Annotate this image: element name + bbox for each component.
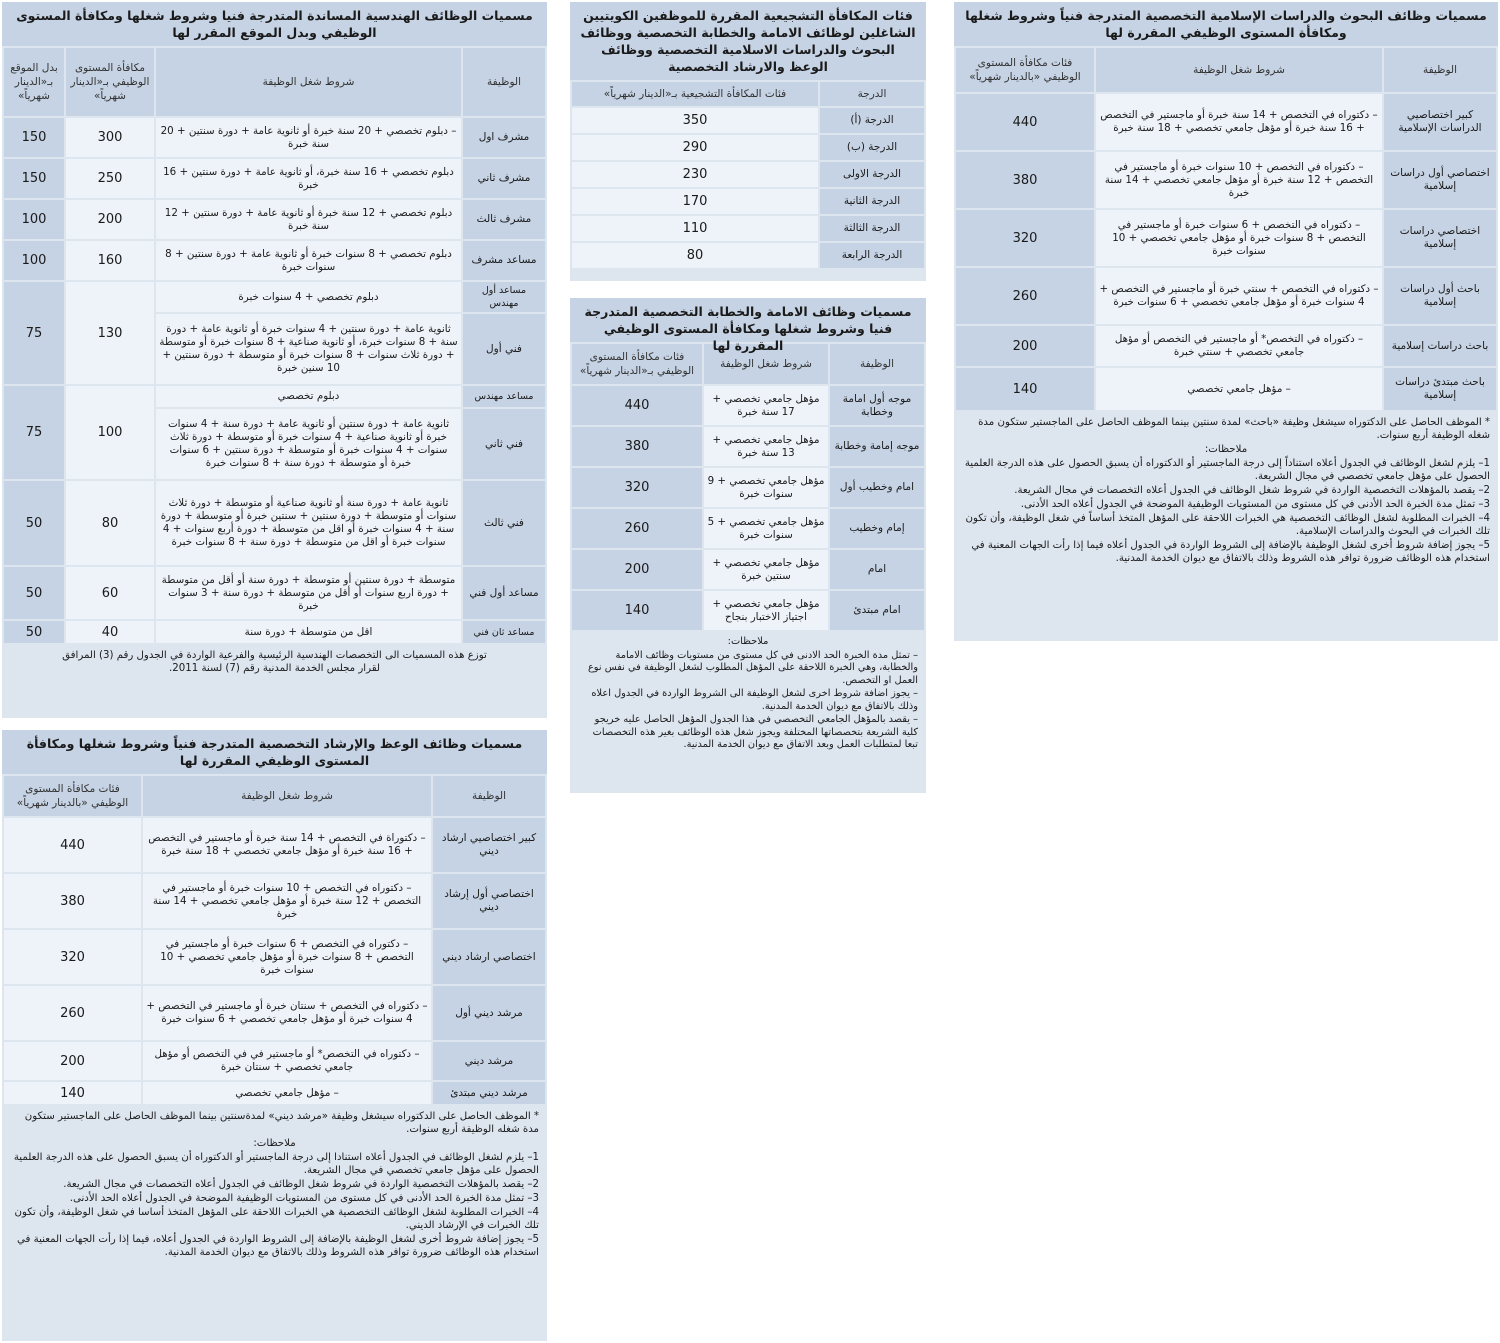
note-item: 1– يلزم لشغل الوظائف في الجدول أعلاه استنادا إلى درجة الماجستير أو الدكتوراه أن يسبق الحصول على هذه الدرجة العلمية الحصول على مؤهل جامعي تخصصي في مجال الشريعة. xyxy=(13,1152,539,1176)
conditions-cell: – دكتوراه في التخصص + سنتان خبرة أو ماجستير في التخصص + 4 سنوات خبرة أو مؤهل جامعي تخصصي + 6 سنوات خبرة xyxy=(143,986,431,1040)
header-level-amount: مكافأة المستوى الوظيفي بـ«الدينار شهرياً» xyxy=(66,48,154,116)
grade-cell: الدرجة الثانية xyxy=(820,189,924,214)
header-amount: فئات مكافأة المستوى الوظيفي بـ«الدينار شهرياً» xyxy=(572,344,702,384)
job-cell: مشرف ثالث xyxy=(463,200,545,239)
job-cell: مرشد ديني xyxy=(433,1042,545,1080)
table-row xyxy=(572,427,924,466)
table-row xyxy=(572,509,924,548)
conditions-cell: – دكتوراه في التخصص + 6 سنوات خبرة أو ماجستير في التخصص + 8 سنوات خبرة أو مؤهل جامعي تخصصي + 10 سنوات خبرة xyxy=(1096,210,1382,266)
grade-cell: الدرجة الثالثة xyxy=(820,216,924,241)
job-cell: موجه أول امامة وخطابة xyxy=(830,386,924,425)
incentive-title: فئات المكافأة التشجيعية المقررة للموظفين الكويتيين الشاغلين لوظائف الامامة والخطابة التخصصية ووظائف البحوث والدراسات الاسلامية التخصصية ووظائف الوعظ والارشاد التخصصية xyxy=(570,2,926,80)
conditions-cell: اقل من متوسطة + دورة سنة xyxy=(156,621,461,643)
level-amount-cell: 300 xyxy=(66,118,154,157)
table-row xyxy=(956,326,1496,366)
job-cell: باحث مبتدئ دراسات إسلامية xyxy=(1384,368,1496,410)
table-row xyxy=(4,621,545,643)
conditions-cell: – دكتوراه في التخصص + 6 سنوات خبرة أو ماجستير في التخصص + 8 سنوات خبرة أو مؤهل جامعي تخصصي + 10 سنوات خبرة xyxy=(143,930,431,984)
table-row xyxy=(572,550,924,589)
imamate-title: مسميات وظائف الامامة والخطابة التخصصية المتدرجة فنيا وشروط شغلها ومكافأة المستوى الوظيفي المقررة لها xyxy=(570,298,926,342)
notes-heading: ملاحظات: xyxy=(1204,444,1248,455)
level-amount-cell: 80 xyxy=(66,481,154,565)
table-row xyxy=(572,468,924,507)
level-amount-cell: 160 xyxy=(66,241,154,280)
conditions-cell: مؤهل جامعي تخصصي + 13 سنة خبرة xyxy=(704,427,828,466)
header-job: الوظيفة xyxy=(463,48,545,116)
header-site-allowance: بدل الموقع بـ«الدينار شهرياً» xyxy=(4,48,64,116)
job-cell: اختصاصي أول إرشاد ديني xyxy=(433,874,545,928)
conditions-cell: – دكتوراه في التخصص* أو ماجستير في في التخصص أو مؤهل جامعي تخصصي + سنتان خبرة xyxy=(143,1042,431,1080)
table-row xyxy=(956,94,1496,150)
job-cell: كبير اختصاصيي الدراسات الإسلامية xyxy=(1384,94,1496,150)
research-panel xyxy=(954,2,1498,641)
note-item: 4– الخبرات المطلوبة لشغل الوظائف التخصصية هي الخبرات اللاحقة على المؤهل المتخذ أساسا في شغل الوظيفة، وأن تكون تلك الخبرات في الإرشاد الديني. xyxy=(14,1207,539,1231)
conditions-cell: دبلوم تخصصي + 4 سنوات خبرة xyxy=(156,282,461,312)
conditions-cell: – مؤهل جامعي تخصصي xyxy=(1096,368,1382,410)
job-cell: مساعد مهندس xyxy=(463,386,545,407)
conditions-cell: – دكتوراه في التخصص + سنتي خبرة أو ماجستير في التخصص + 4 سنوات خبرة أو مؤهل جامعي تخصصي + 6 سنوات خبرة xyxy=(1096,268,1382,324)
preaching-title: مسميات وظائف الوعظ والإرشاد التخصصية المتدرجة فنياً وشروط شغلها ومكافأة المستوى الوظيفي المقررة لها xyxy=(2,730,547,774)
table-row xyxy=(572,216,924,241)
header-amount: فئات مكافأة المستوى الوظيفي «بالدينار شهرياً» xyxy=(4,776,141,816)
notes-heading: ملاحظات: xyxy=(727,636,769,647)
job-cell: موجه إمامة وخطابة xyxy=(830,427,924,466)
header-conditions: شروط شغل الوظيفة xyxy=(704,344,828,384)
note-item: 5– يجوز إضافة شروط أخرى لشغل الوظيفة بالإضافة إلى الشروط الواردة في الجدول أعلاه، فيما إذا رأت الجهات المعنية في استخدام هذه الوظائف ضرورة توافر هذه الشروط وذلك بالاتفاق مع ديوان الخدمة المدنية. xyxy=(17,1234,539,1258)
table-row xyxy=(956,152,1496,208)
amount-cell: 110 xyxy=(572,216,818,241)
note-item: 3– تمثل مدة الخبرة الحد الأدنى في كل مستوى من المستويات الوظيفية الموضحة في الجدول أعلاه الحد الأدنى. xyxy=(1020,499,1490,510)
note-item: – تمثل مدة الخبرة الحد الادنى في كل مستوى من مستويات وظائف الامامة والخطابة، وهي الخبرة اللاحقة على المؤهل المطلوب لشغل الوظيفة في نفس نوع العمل او التخصص. xyxy=(587,649,918,686)
amount-cell: 200 xyxy=(572,550,702,589)
conditions-cell: متوسطة + دورة سنتين أو متوسطة + دورة سنة أو أقل من متوسطة + دورة اربع سنوات أو أقل من متوسطة + دورة سنة + 3 سنوات خبرة xyxy=(156,567,461,619)
site-allowance-cell: 150 xyxy=(4,159,64,198)
amount-cell: 440 xyxy=(572,386,702,425)
note-item: 3– تمثل مدة الخبرة الحد الأدنى في كل مستوى من المستويات الوظيفية الموضحة في الجدول أعلاه الحد الأدنى. xyxy=(69,1193,539,1204)
amount-cell: 140 xyxy=(4,1082,141,1104)
amount-cell: 260 xyxy=(4,986,141,1040)
research-title: مسميات وظائف البحوث والدراسات الإسلامية التخصصية المتدرجة فنياً وشروط شغلها ومكافأة المستوى الوظيفي المقررة لها xyxy=(954,2,1498,46)
job-cell: امام مبتدئ xyxy=(830,591,924,630)
job-cell: مرشد ديني مبتدئ xyxy=(433,1082,545,1104)
note-footnote: * الموظف الحاصل على الدكتوراه سيشغل وظيفة «باحث» لمدة سنتين بينما الموظف الحاصل على الماجستير ستكون مدة شغله الوظيفة أربع سنوات. xyxy=(978,417,1490,441)
engineering-table xyxy=(2,46,547,645)
amount-cell: 140 xyxy=(572,591,702,630)
conditions-cell: مؤهل جامعي تخصصي + سنتين خبرة xyxy=(704,550,828,589)
amount-cell: 140 xyxy=(956,368,1094,410)
conditions-cell: – مؤهل جامعي تخصصي xyxy=(143,1082,431,1104)
amount-cell: 380 xyxy=(572,427,702,466)
table-row xyxy=(572,243,924,268)
site-allowance-cell: 75 xyxy=(4,386,64,479)
conditions-cell: – دكتوراه في التخصص + 14 سنة خبرة أو ماجستير في التخصص + 16 سنة خبرة أو مؤهل جامعي تخصصي + 18 سنة خبرة xyxy=(1096,94,1382,150)
header-amount: فئات مكافأة المستوى الوظيفي «بالدينار شهرياً» xyxy=(956,48,1094,92)
preaching-panel xyxy=(2,730,547,1341)
header-job: الوظيفة xyxy=(1384,48,1496,92)
amount-cell: 350 xyxy=(572,108,818,133)
amount-cell: 380 xyxy=(956,152,1094,208)
amount-cell: 380 xyxy=(4,874,141,928)
amount-cell: 230 xyxy=(572,162,818,187)
header-grade: الدرجة xyxy=(820,82,924,106)
job-cell: اختصاصي أول دراسات إسلامية xyxy=(1384,152,1496,208)
table-row xyxy=(4,118,545,157)
job-cell: امام xyxy=(830,550,924,589)
job-cell: كبير اختصاصيي ارشاد ديني xyxy=(433,818,545,872)
conditions-cell: دبلوم تخصصي xyxy=(156,386,461,407)
incentive-panel xyxy=(570,2,926,281)
grade-cell: الدرجة (أ) xyxy=(820,108,924,133)
conditions-cell: دبلوم تخصصي + 8 سنوات خبرة أو ثانوية عامة + دورة سنتين + 8 سنوات خبرة xyxy=(156,241,461,280)
job-cell: فني أول xyxy=(463,314,545,384)
job-cell: مساعد مشرف xyxy=(463,241,545,280)
table-row xyxy=(4,481,545,565)
amount-cell: 440 xyxy=(956,94,1094,150)
conditions-cell: مؤهل جامعي تخصصي + 9 سنوات خبرة xyxy=(704,468,828,507)
amount-cell: 320 xyxy=(4,930,141,984)
grade-cell: الدرجة (ب) xyxy=(820,135,924,160)
job-cell: مشرف ثاني xyxy=(463,159,545,198)
note-item: 4– الخبرات المطلوبة لشغل الوظائف التخصصية هي الخبرات اللاحقة على المؤهل المتخذ أساساً في شغل الوظيفة، وأن تكون تلك الخبرات في البحوث والدراسات الإسلامية. xyxy=(965,513,1490,537)
table-row xyxy=(572,386,924,425)
conditions-cell: – دبلوم تخصصي + 20 سنة خبرة أو ثانوية عامة + دورة سنتين + 20 سنة خبرة xyxy=(156,118,461,157)
table-row xyxy=(956,368,1496,410)
table-row xyxy=(4,282,545,312)
job-cell: إمام وخطيب xyxy=(830,509,924,548)
conditions-cell: ثانوية عامة + دورة سنة أو ثانوية صناعية أو متوسطة + دورة ثلاث سنوات أو متوسطة + دورة سنتين + سنتين خبرة أو متوسطة + دورة سنة + 4 سنوات خبرة أو اقل من متوسطة + دورة أربع سنوات + 4 سنوات خبرة أو اقل من متوسطة + دورة سنة + 8 سنوات خبرة xyxy=(156,481,461,565)
table-row xyxy=(572,108,924,133)
conditions-cell: – دكتوراة في التخصص + 14 سنة خبرة أو ماجستير في التخصص + 16 سنة خبرة أو مؤهل جامعي تخصصي + 18 سنة خبرة xyxy=(143,818,431,872)
header-conditions: شروط شغل الوظيفة xyxy=(156,48,461,116)
site-allowance-cell: 100 xyxy=(4,241,64,280)
job-cell: فني ثاني xyxy=(463,409,545,479)
engineering-footnote: توزع هذه المسميات الى التخصصات الهندسية الرئيسية والفرعية الواردة في الجدول رقم (3) المرافق لقرار مجلس الخدمة المدنية رقم (7) لسنة 2011. xyxy=(62,650,487,674)
table-row xyxy=(4,818,545,872)
job-cell: مساعد ثان فني xyxy=(463,621,545,643)
site-allowance-cell: 50 xyxy=(4,481,64,565)
job-cell: مساعد أول مهندس xyxy=(463,282,545,312)
table-row xyxy=(572,135,924,160)
table-row xyxy=(4,986,545,1040)
table-row xyxy=(956,210,1496,266)
job-cell: مرشد ديني أول xyxy=(433,986,545,1040)
note-item: 5– يجوز إضافة شروط أخرى لشغل الوظيفة بالإضافة إلى الشروط الواردة في الجدول أعلاه فيما إذا رأت الجهات المعنية في استخدام هذه الوظائف ضرورة توافر هذه الشروط وذلك بالاتفاق مع ديوان الخدمة المدنية. xyxy=(971,540,1490,564)
amount-cell: 200 xyxy=(956,326,1094,366)
amount-cell: 260 xyxy=(572,509,702,548)
level-amount-cell: 100 xyxy=(66,386,154,479)
notes-heading: ملاحظات: xyxy=(253,1138,296,1149)
table-row xyxy=(4,874,545,928)
table-row xyxy=(4,930,545,984)
table-row xyxy=(572,189,924,214)
table-row xyxy=(4,1042,545,1080)
conditions-cell: ثانوية عامة + دورة سنتين + 4 سنوات خبرة أو ثانوية عامة + دورة سنة + 8 سنوات خبرة، أو ثانوية صناعية + 8 سنوات خبرة أو متوسطة + دورة ثلاث سنوات + 8 سنوات خبرة أو متوسطة + دورة سنتين + 10 سنين خبرة xyxy=(156,314,461,384)
imamate-notes xyxy=(570,632,926,759)
table-row xyxy=(4,1082,545,1104)
amount-cell: 320 xyxy=(956,210,1094,266)
table-row xyxy=(4,159,545,198)
job-cell: اختصاصي ارشاد ديني xyxy=(433,930,545,984)
job-cell: مساعد أول فني xyxy=(463,567,545,619)
incentive-table xyxy=(570,80,926,270)
conditions-cell: مؤهل جامعي تخصصي + اجتياز الاختبار بنجاح xyxy=(704,591,828,630)
conditions-cell: دبلوم تخصصي + 16 سنة خبرة، أو ثانوية عامة + دورة سنتين + 16 خبرة xyxy=(156,159,461,198)
research-table xyxy=(954,46,1498,412)
amount-cell: 260 xyxy=(956,268,1094,324)
conditions-cell: دبلوم تخصصي + 12 سنة خبرة أو ثانوية عامة + دورة سنتين + 12 سنة خبرة xyxy=(156,200,461,239)
imamate-table xyxy=(570,342,926,632)
conditions-cell: – دكتوراه في التخصص + 10 سنوات خبرة أو ماجستير في التخصص + 12 سنة خبرة أو مؤهل جامعي تخصصي + 14 سنة خبرة xyxy=(1096,152,1382,208)
job-cell: مشرف اول xyxy=(463,118,545,157)
research-notes xyxy=(954,412,1498,572)
conditions-cell: مؤهل جامعي تخصصي + 5 سنوات خبرة xyxy=(704,509,828,548)
imamate-panel xyxy=(570,298,926,793)
amount-cell: 320 xyxy=(572,468,702,507)
site-allowance-cell: 75 xyxy=(4,282,64,384)
header-job: الوظيفة xyxy=(433,776,545,816)
table-row xyxy=(4,386,545,407)
conditions-cell: ثانوية عامة + دورة سنتين أو ثانوية عامة + دورة سنة + 4 سنوات خبرة أو ثانوية صناعية + 4 سنوات خبرة أو متوسطة + دورة ثلاث سنوات + 4 سنوات خبرة أو متوسطة + دورة سنتين + 6 سنوات خبرة أو متوسطة + دورة سنة + 8 سنوات خبرة xyxy=(156,409,461,479)
site-allowance-cell: 50 xyxy=(4,621,64,643)
header-conditions: شروط شغل الوظيفة xyxy=(1096,48,1382,92)
site-allowance-cell: 50 xyxy=(4,567,64,619)
engineering-title: مسميات الوظائف الهندسية المساندة المتدرجة فنيا وشروط شغلها ومكافأة المستوى الوظيفي وبدل الموقع المقرر لها xyxy=(2,2,547,46)
note-item: – يجوز اضافة شروط اخرى لشغل الوظيفة الى الشروط الواردة في الجدول اعلاه وذلك بالاتفاق مع ديوان الخدمة المدنية. xyxy=(591,688,918,712)
conditions-cell: – دكتوراه في التخصص + 10 سنوات خبرة أو ماجستير في التخصص + 12 سنة خبرة أو مؤهل جامعي تخصصي + 14 سنة خبرة xyxy=(143,874,431,928)
level-amount-cell: 60 xyxy=(66,567,154,619)
note-item: – يقصد بالمؤهل الجامعي التخصصي في هذا الجدول المؤهل الحاصل عليه خريجو كلية الشريعة بتخصصاتها المختلفة ويجوز شغل هذه الوظائف بغير هذه التخصصات تبعا لمتطلبات العمل وبعد الاتفاق مع ديوان الخدمة المدنية. xyxy=(592,714,918,750)
job-cell: امام وخطيب أول xyxy=(830,468,924,507)
job-cell: اختصاصي دراسات إسلامية xyxy=(1384,210,1496,266)
header-amount: فئات المكافأة التشجيعية بـ«الدينار شهرياً» xyxy=(572,82,818,106)
note-item: 1– يلزم لشغل الوظائف في الجدول أعلاه استناداً إلى درجة الماجستير أو الدكتوراه أن يسبق الحصول على هذه الدرجة العلمية الحصول على مؤهل جامعي تخصصي في مجال الشريعة. xyxy=(964,458,1490,482)
conditions-cell: مؤهل جامعي تخصصي + 17 سنة خبرة xyxy=(704,386,828,425)
note-item: 2– يقصد بالمؤهلات التخصصية الواردة في شروط شغل الوظائف في الجدول أعلاه التخصصات في مجال الشريعة. xyxy=(63,1179,539,1190)
table-row xyxy=(4,200,545,239)
amount-cell: 80 xyxy=(572,243,818,268)
level-amount-cell: 250 xyxy=(66,159,154,198)
amount-cell: 170 xyxy=(572,189,818,214)
site-allowance-cell: 150 xyxy=(4,118,64,157)
job-cell: فني ثالث xyxy=(463,481,545,565)
table-row xyxy=(572,162,924,187)
table-row xyxy=(956,268,1496,324)
level-amount-cell: 130 xyxy=(66,282,154,384)
level-amount-cell: 200 xyxy=(66,200,154,239)
note-item: 2– يقصد بالمؤهلات التخصصية الواردة في شروط شغل الوظائف في الجدول أعلاه التخصصات في مجال الشريعة. xyxy=(1014,485,1490,496)
site-allowance-cell: 100 xyxy=(4,200,64,239)
conditions-cell: – دكتوراه في التخصص* أو ماجستير في التخصص أو مؤهل جامعي تخصصي + سنتي خبرة xyxy=(1096,326,1382,366)
job-cell: باحث أول دراسات إسلامية xyxy=(1384,268,1496,324)
table-row xyxy=(4,241,545,280)
preaching-table xyxy=(2,774,547,1106)
table-row xyxy=(4,567,545,619)
header-conditions: شروط شغل الوظيفة xyxy=(143,776,431,816)
amount-cell: 290 xyxy=(572,135,818,160)
level-amount-cell: 40 xyxy=(66,621,154,643)
amount-cell: 200 xyxy=(4,1042,141,1080)
job-cell: باحث دراسات إسلامية xyxy=(1384,326,1496,366)
grade-cell: الدرجة الاولى xyxy=(820,162,924,187)
amount-cell: 440 xyxy=(4,818,141,872)
note-footnote: * الموظف الحاصل على الدكتوراه سيشغل وظيفة «مرشد ديني» لمدةسنتين بينما الموظف الحاصل على الماجستير ستكون مدة شغله الوظيفة أربع سنوات. xyxy=(24,1111,539,1135)
engineering-panel xyxy=(2,2,547,718)
grade-cell: الدرجة الرابعة xyxy=(820,243,924,268)
preaching-notes xyxy=(2,1106,547,1266)
table-row xyxy=(572,591,924,630)
header-job: الوظيفة xyxy=(830,344,924,384)
